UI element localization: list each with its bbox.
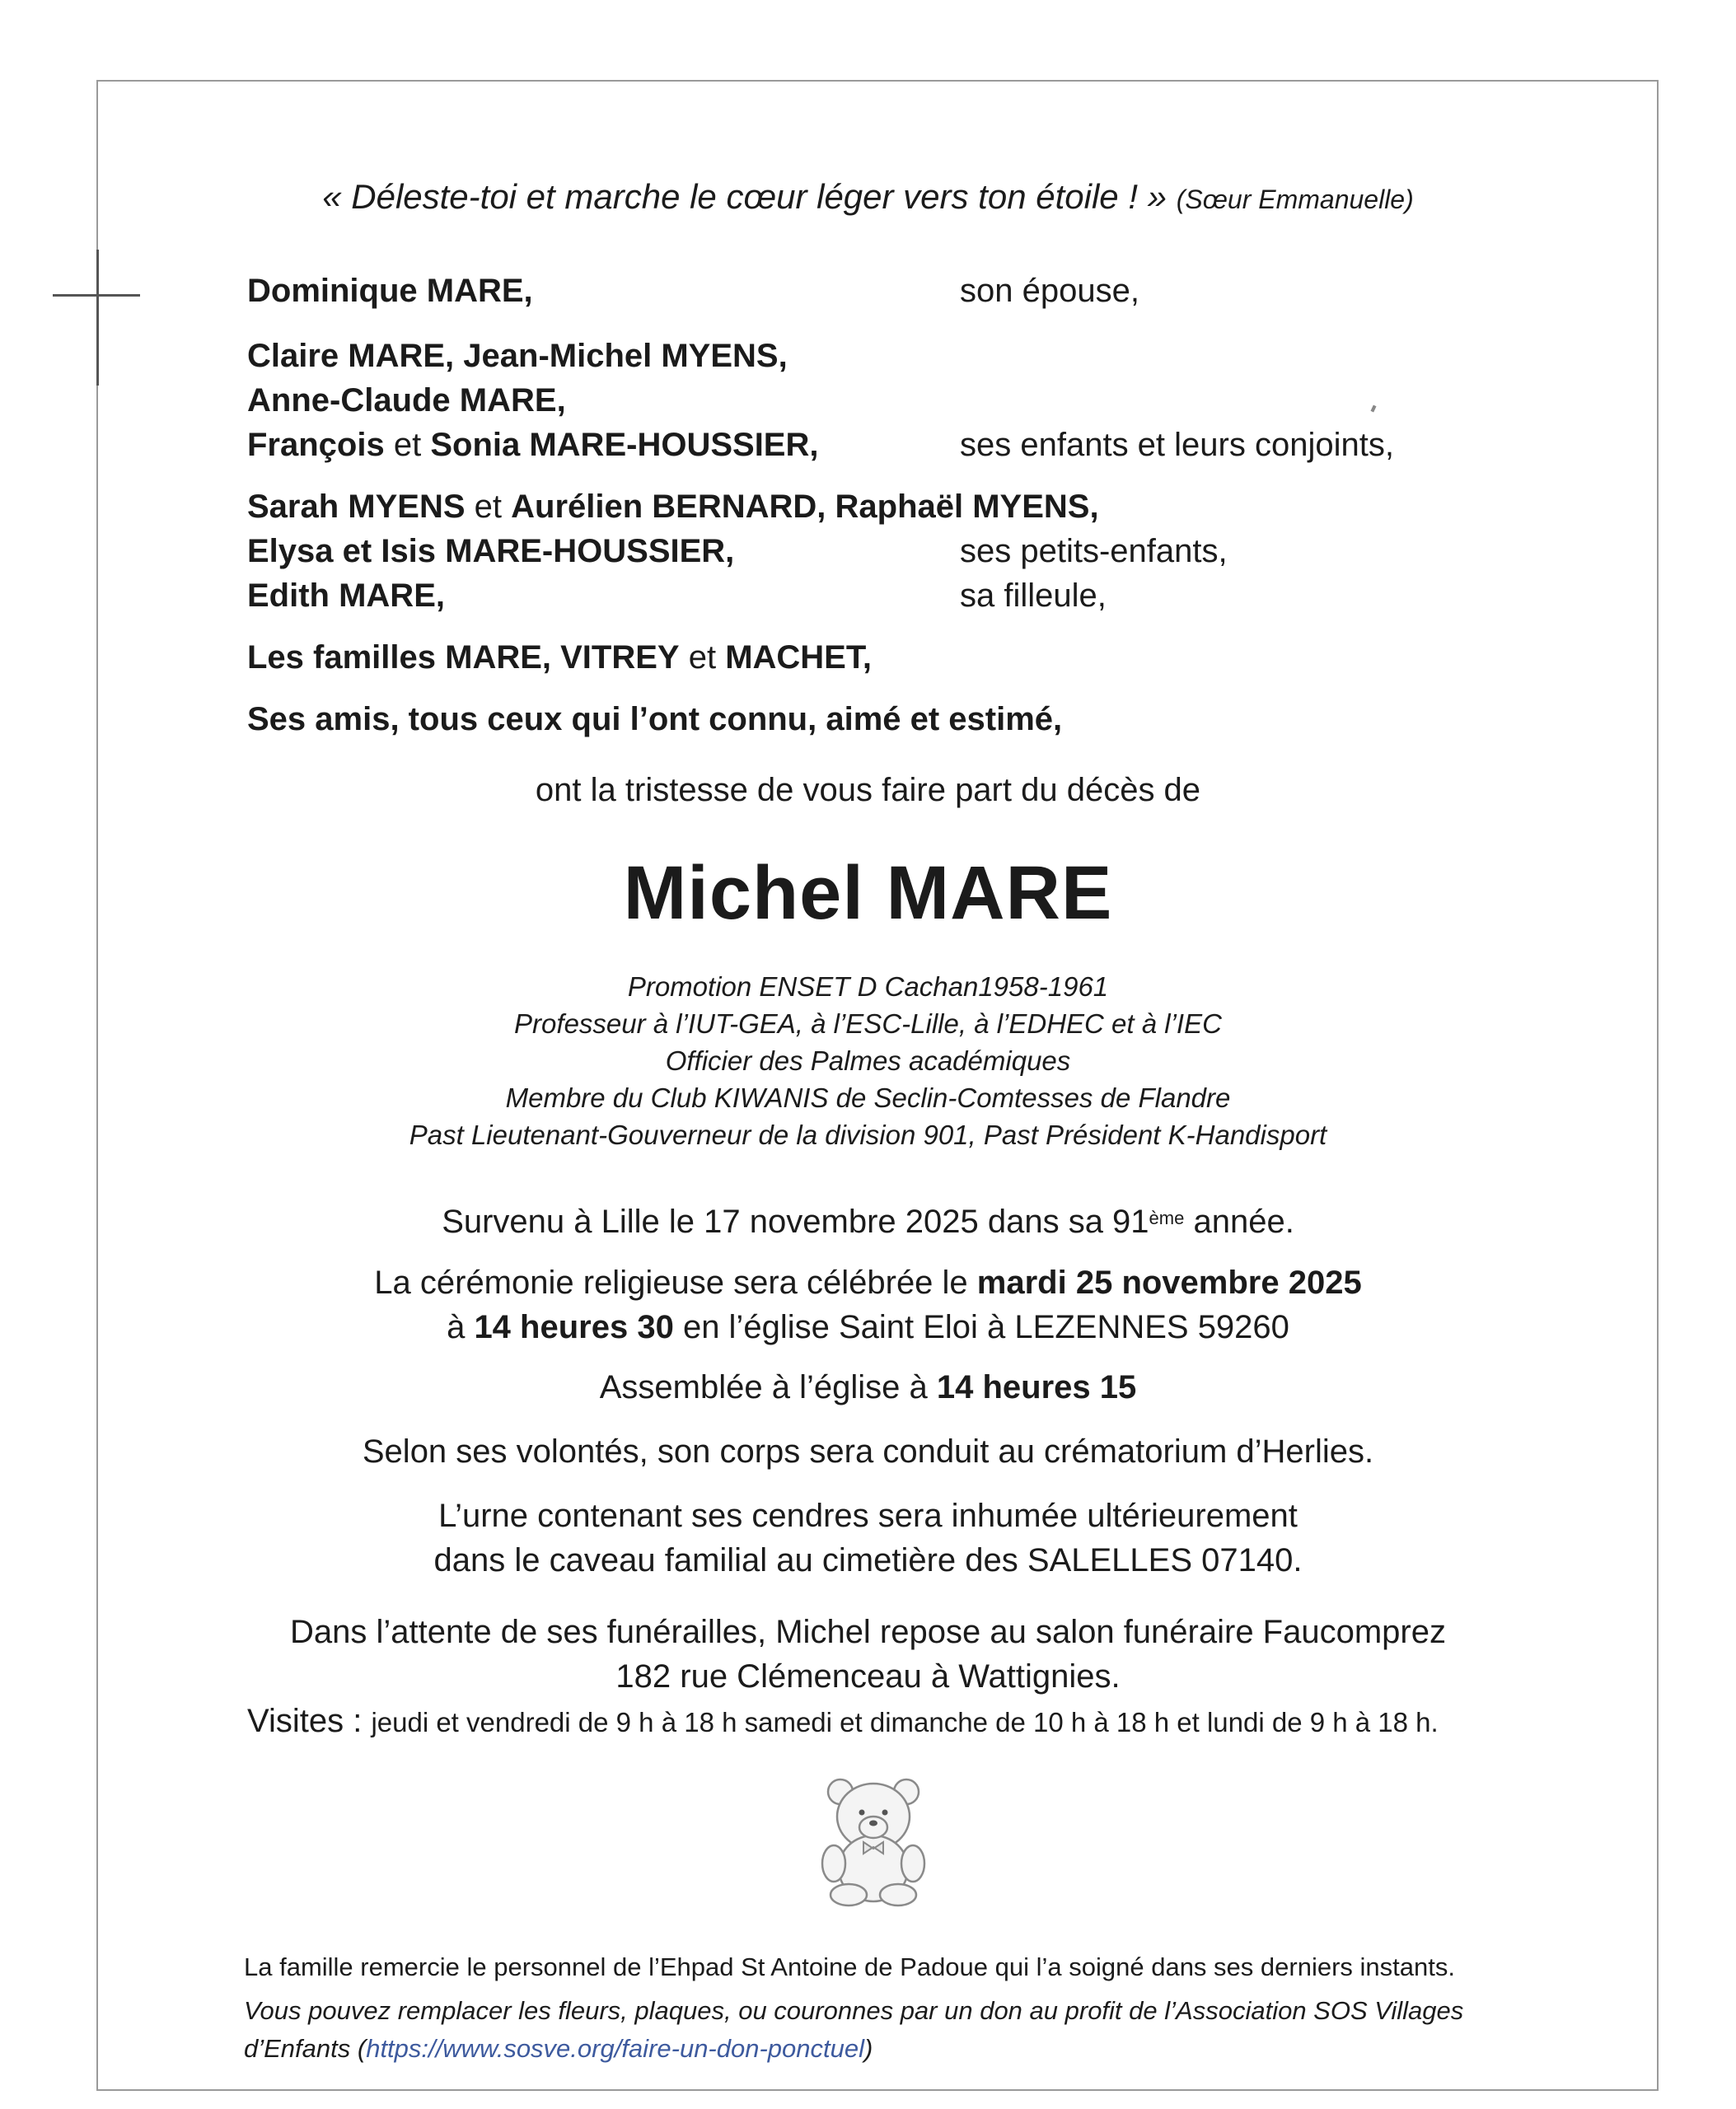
visits-label: Visites : (247, 1703, 372, 1739)
donation-link[interactable]: https://www.sosve.org/faire-un-don-ponctuel (366, 2034, 865, 2063)
children-et: et (393, 427, 422, 463)
friends-line: Ses amis, tous ceux qui l’ont connu, aimé et estimé, (247, 701, 1063, 737)
grandchildren-line-1 (247, 484, 1099, 529)
quote-text: « Déleste-toi et marche le cœur léger vers ton étoile ! » (322, 177, 1167, 216)
title-line: Officier des Palmes académiques (665, 1045, 1071, 1076)
spouse-relation: son épouse, (960, 273, 1139, 309)
spouse-name: Dominique MARE, (247, 273, 533, 309)
cross-icon (96, 250, 99, 386)
assembly-time: 14 heures 15 (936, 1369, 1137, 1405)
title-line: Past Lieutenant-Gouverneur de la division 901, Past Président K-Handisport (409, 1120, 1327, 1150)
ceremony-line-2 (0, 1304, 1736, 1350)
families-line (247, 635, 872, 680)
donation-line-2 (244, 2030, 873, 2068)
donation-line-1: Vous pouvez remplacer les fleurs, plaques, ou couronnes par un don au profit de l’Association SOS Villages (244, 1996, 1464, 2025)
children-relation: ses enfants et leurs conjoints, (960, 427, 1394, 463)
urn-line-1: L’urne contenant ses cendres sera inhumée ultérieurement (438, 1498, 1298, 1534)
grandchild-name-a: Sarah MYENS (247, 489, 466, 525)
cremation-line: Selon ses volontés, son corps sera conduit au crématorium d’Herlies. (362, 1433, 1374, 1470)
children-name-a: François (247, 427, 385, 463)
families-a: Les familles MARE, VITREY (247, 639, 680, 676)
grandchild-et: et (474, 489, 503, 525)
title-line: Promotion ENSET D Cachan1958-1961 (627, 971, 1109, 1002)
ceremony-place: en l’église Saint Eloi à LEZENNES 59260 (673, 1309, 1289, 1345)
urn-line-2: dans le caveau familial au cimetière des SALELLES 07140. (433, 1542, 1303, 1578)
godchild-name: Edith MARE, (247, 578, 445, 614)
teddy-bear-icon (816, 1771, 931, 1907)
assembly-line (0, 1364, 1736, 1410)
death-text: Survenu à Lille le 17 novembre 2025 dans sa 91 (442, 1204, 1149, 1240)
ceremony2-prefix: à (447, 1309, 475, 1345)
donation-prefix: d’Enfants ( (244, 2034, 367, 2063)
godchild-relation: sa filleule, (960, 578, 1107, 614)
ceremony-line-1 (0, 1260, 1736, 1306)
epigraph-quote (0, 177, 1736, 217)
grandchildren-relation: ses petits-enfants, (960, 533, 1228, 569)
death-text-end: année. (1184, 1204, 1294, 1240)
rest-line-1: Dans l’attente de ses funérailles, Michel repose au salon funéraire Faucomprez (290, 1614, 1446, 1650)
ceremony-date: mardi 25 novembre 2025 (976, 1265, 1362, 1301)
ceremony-time: 14 heures 30 (474, 1309, 674, 1345)
visits-hours: jeudi et vendredi de 9 h à 18 h samedi et dimanche de 10 h à 18 h et lundi de 9 h à 18 h. (371, 1707, 1439, 1737)
deceased-titles (0, 968, 1736, 1153)
children-name-b: Sonia MARE-HOUSSIER, (430, 427, 819, 463)
rest-line-2: 182 rue Clémenceau à Wattignies. (615, 1658, 1121, 1695)
announcement-intro: ont la tristesse de vous faire part du décès de (535, 772, 1201, 808)
visits-line (247, 1698, 1439, 1751)
children-line-2: Anne-Claude MARE, (247, 382, 566, 419)
title-line: Membre du Club KIWANIS de Seclin-Comtesses de Flandre (505, 1083, 1231, 1113)
children-line-1: Claire MARE, Jean-Michel MYENS, (247, 338, 788, 374)
quote-author: (Sœur Emmanuelle) (1176, 185, 1414, 214)
grandchild-name-b: Aurélien BERNARD, Raphaël MYENS, (511, 489, 1099, 525)
donation-suffix: ) (864, 2034, 873, 2063)
thanks-note: La famille remercie le personnel de l’Ehpad St Antoine de Padoue qui l’a soigné dans ses derniers instants. (244, 1952, 1455, 1981)
ordinal-suffix: ème (1149, 1208, 1185, 1228)
ceremony-text: La cérémonie religieuse sera célébrée le (374, 1265, 977, 1301)
families-et: et (688, 639, 717, 676)
cross-icon-bar (53, 294, 140, 297)
death-notice (0, 1199, 1736, 1245)
title-line: Professeur à l’IUT-GEA, à l’ESC-Lille, à l’EDHEC et à l’IEC (514, 1008, 1222, 1039)
deceased-name: Michel MARE (623, 851, 1113, 935)
assembly-text: Assemblée à l’église à (599, 1369, 937, 1405)
grandchildren-line-2: Elysa et Isis MARE-HOUSSIER, (247, 533, 735, 569)
families-b: MACHET, (725, 639, 872, 676)
children-line-3 (247, 423, 818, 467)
